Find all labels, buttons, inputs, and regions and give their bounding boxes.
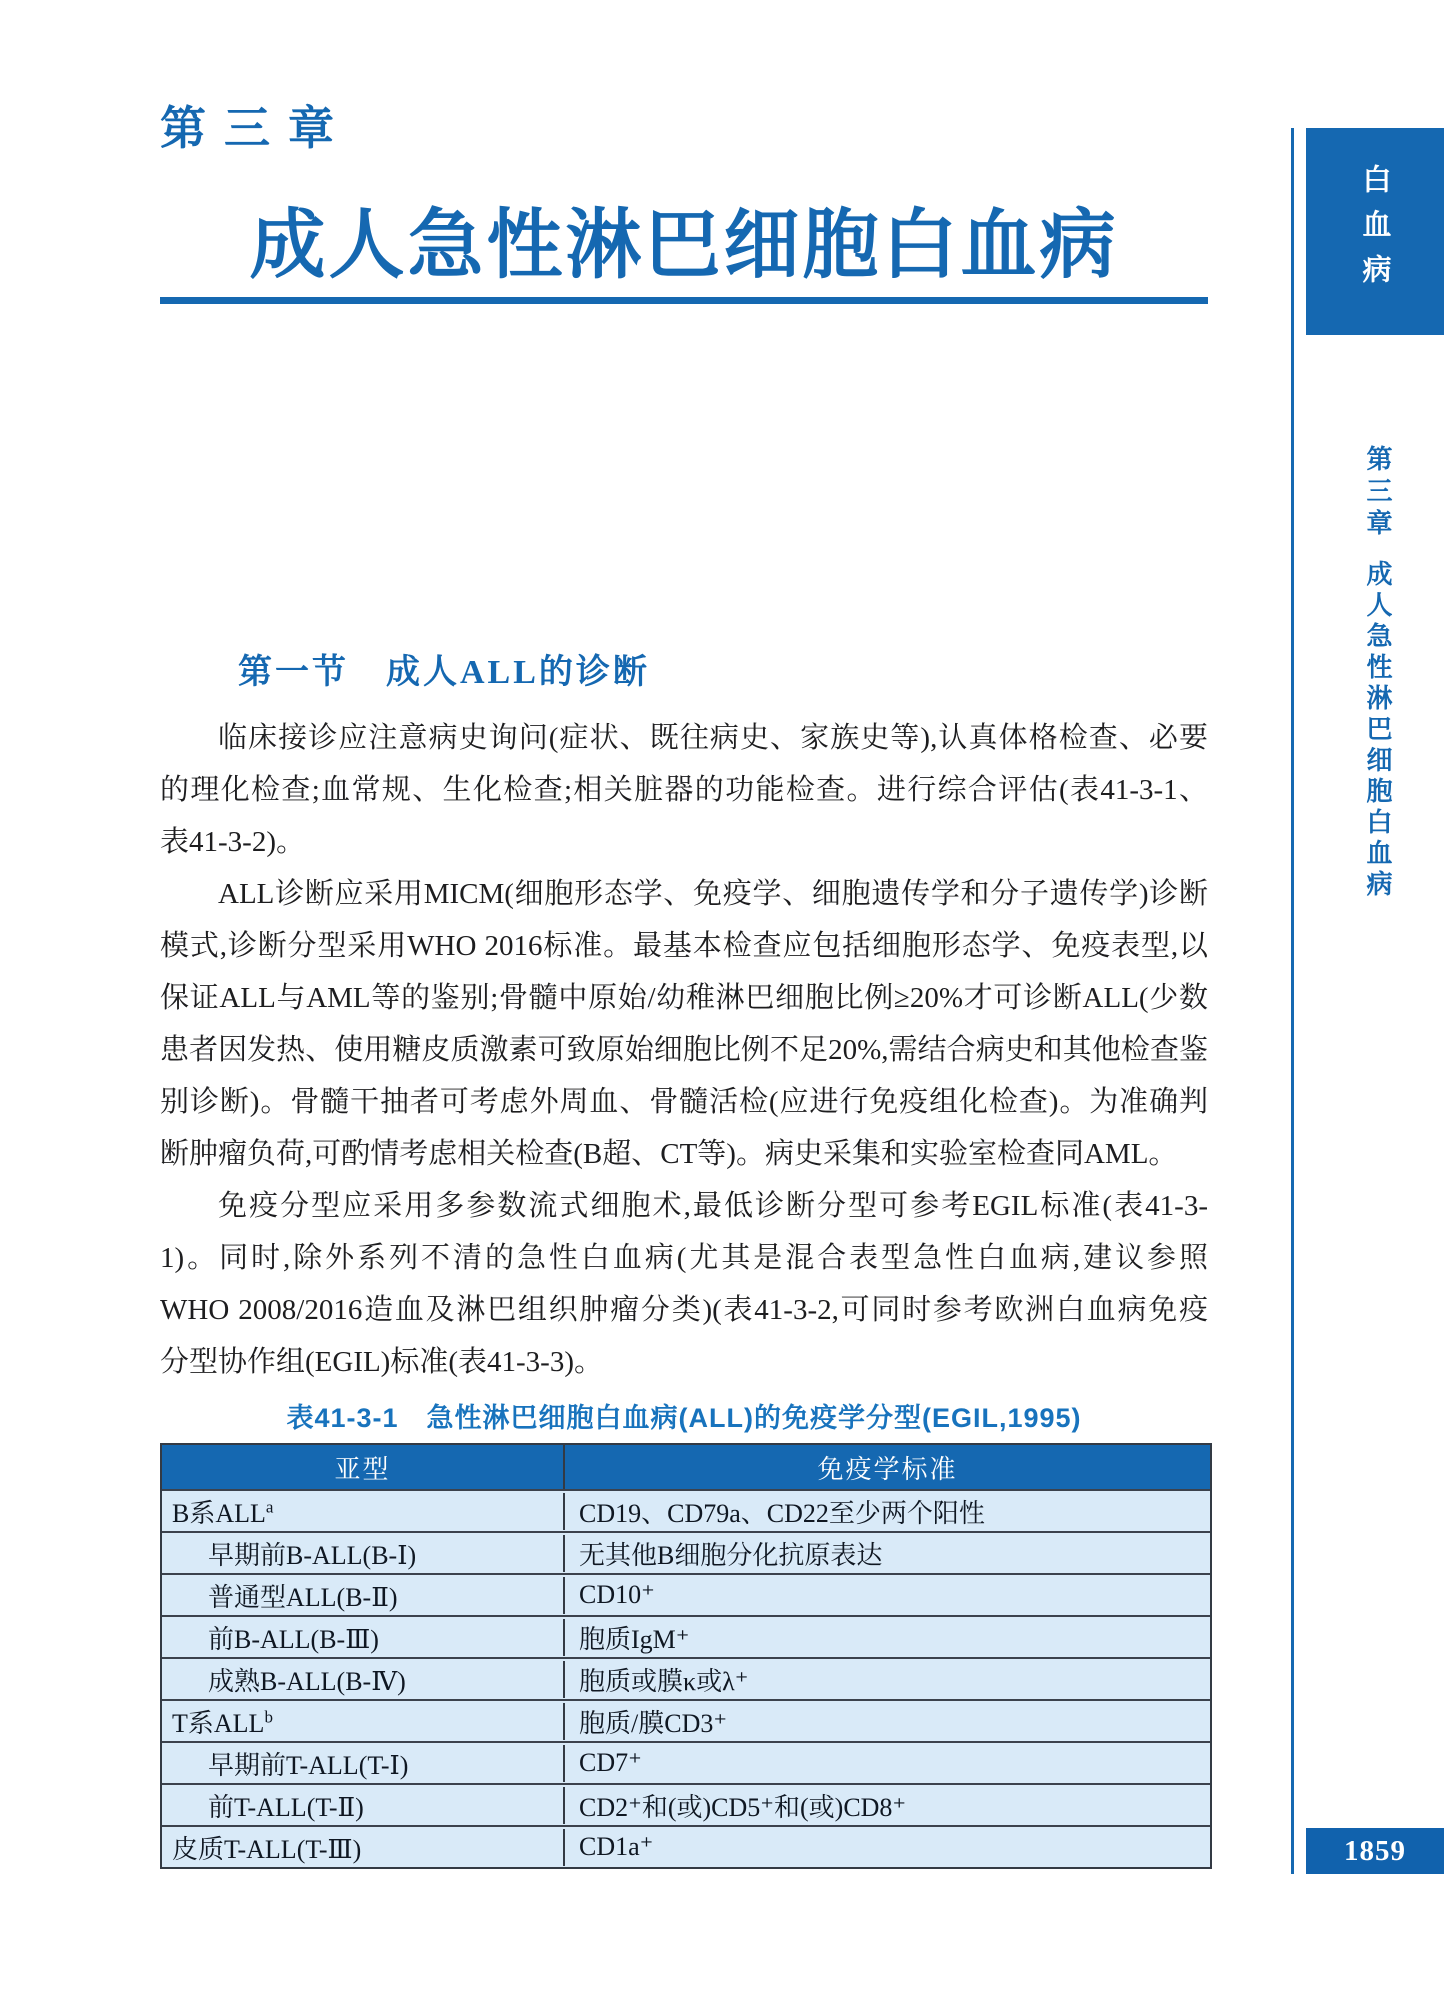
section-title: 第一节 成人ALL的诊断 <box>238 654 650 691</box>
sidebar-chapter-title: 成人急性淋巴细胞白血病 <box>1363 560 1392 901</box>
cell-subtype <box>162 1745 565 1782</box>
subtype-text: 普通型ALL(B-Ⅱ) <box>208 1582 398 1612</box>
cell-criteria: CD10⁺ <box>579 1580 655 1609</box>
cell-subtype <box>162 1829 565 1866</box>
body-text <box>160 712 1208 1388</box>
subtype-text: 前T-ALL(T-Ⅱ) <box>208 1792 364 1822</box>
cell-subtype <box>162 1577 565 1614</box>
body-line: 免疫分型应采用多参数流式细胞术,最低诊断分型可参考EGIL标准(表41-3- <box>218 1190 1208 1222</box>
sidebar-rule <box>1291 128 1294 1874</box>
subtype-text: 成熟B-ALL(B-Ⅳ) <box>208 1666 406 1696</box>
table-header-row <box>162 1445 1210 1489</box>
cell-subtype <box>162 1535 565 1572</box>
body-line: 别诊断)。骨髓干抽者可考虑外周血、骨髓活检(应进行免疫组化检查)。为准确判 <box>160 1086 1208 1118</box>
table-header-subtype: 亚型 <box>162 1445 565 1489</box>
title-rule <box>160 297 1208 304</box>
cell-subtype <box>162 1787 565 1824</box>
table-row <box>162 1783 1210 1825</box>
cell-subtype <box>162 1493 565 1530</box>
table-header-criteria: 免疫学标准 <box>817 1453 958 1484</box>
subtype-text: B系ALL <box>172 1498 266 1528</box>
cell-criteria: 胞质或膜κ或λ⁺ <box>579 1666 749 1696</box>
subtype-superscript: a <box>265 1496 274 1516</box>
chapter-title: 成人急性淋巴细胞白血病 <box>249 203 1119 288</box>
cell-criteria: CD2⁺和(或)CD5⁺和(或)CD8⁺ <box>579 1792 907 1822</box>
body-line: 模式,诊断分型采用WHO 2016标准。最基本检查应包括细胞形态学、免疫表型,以 <box>160 930 1208 962</box>
body-line: 的理化检查;血常规、生化检查;相关脏器的功能检查。进行综合评估(表41-3-1、 <box>160 774 1208 806</box>
cell-subtype <box>162 1703 565 1740</box>
cell-criteria: 无其他B细胞分化抗原表达 <box>579 1540 883 1570</box>
body-line: 患者因发热、使用糖皮质激素可致原始细胞比例不足20%,需结合病史和其他检查鉴 <box>160 1034 1208 1066</box>
cell-criteria: 胞质/膜CD3⁺ <box>579 1708 728 1738</box>
table-row <box>162 1825 1210 1867</box>
body-line: ALL诊断应采用MICM(细胞形态学、免疫学、细胞遗传学和分子遗传学)诊断 <box>218 878 1208 910</box>
page-number: 1859 <box>1306 1828 1444 1874</box>
cell-criteria: 胞质IgM⁺ <box>579 1624 690 1654</box>
subtype-text: 皮质T-ALL(T-Ⅲ) <box>172 1834 362 1864</box>
table-row <box>162 1531 1210 1573</box>
table-row <box>162 1573 1210 1615</box>
subtype-text: 早期前B-ALL(B-Ⅰ) <box>208 1540 417 1570</box>
body-line: 保证ALL与AML等的鉴别;骨髓中原始/幼稚淋巴细胞比例≥20%才可诊断ALL(少数 <box>160 982 1208 1014</box>
body-line: WHO 2008/2016造血及淋巴组织肿瘤分类)(表41-3-2,可同时参考欧洲白血病免疫 <box>160 1294 1208 1326</box>
subtype-text: T系ALL <box>172 1708 265 1738</box>
body-line: 1)。同时,除外系列不清的急性白血病(尤其是混合表型急性白血病,建议参照 <box>160 1242 1208 1274</box>
cell-criteria: CD19、CD79a、CD22至少两个阳性 <box>579 1498 985 1528</box>
sidebar-tab: 白血病 <box>1306 128 1444 335</box>
subtype-text: 前B-ALL(B-Ⅲ) <box>208 1624 379 1654</box>
chapter-label: 第三章 <box>160 102 352 154</box>
immunophenotype-table <box>160 1443 1212 1869</box>
cell-subtype <box>162 1619 565 1656</box>
table-row <box>162 1489 1210 1531</box>
body-line: 表41-3-2)。 <box>160 826 305 858</box>
cell-criteria: CD7⁺ <box>579 1748 642 1777</box>
sidebar-chapter-label: 第三章 <box>1363 445 1392 541</box>
cell-subtype <box>162 1661 565 1698</box>
subtype-text: 早期前T-ALL(T-Ⅰ) <box>208 1750 409 1780</box>
subtype-superscript: b <box>264 1706 273 1726</box>
table-row <box>162 1699 1210 1741</box>
body-line: 断肿瘤负荷,可酌情考虑相关检查(B超、CT等)。病史采集和实验室检查同AML。 <box>160 1138 1178 1170</box>
cell-criteria: CD1a⁺ <box>579 1832 654 1861</box>
table-row <box>162 1657 1210 1699</box>
table-title: 表41-3-1 急性淋巴细胞白血病(ALL)的免疫学分型(EGIL,1995) <box>286 1403 1082 1433</box>
table-row <box>162 1741 1210 1783</box>
body-line: 分型协作组(EGIL)标准(表41-3-3)。 <box>160 1346 603 1378</box>
table-row <box>162 1615 1210 1657</box>
body-line: 临床接诊应注意病史询问(症状、既往病史、家族史等),认真体格检查、必要 <box>218 722 1208 754</box>
